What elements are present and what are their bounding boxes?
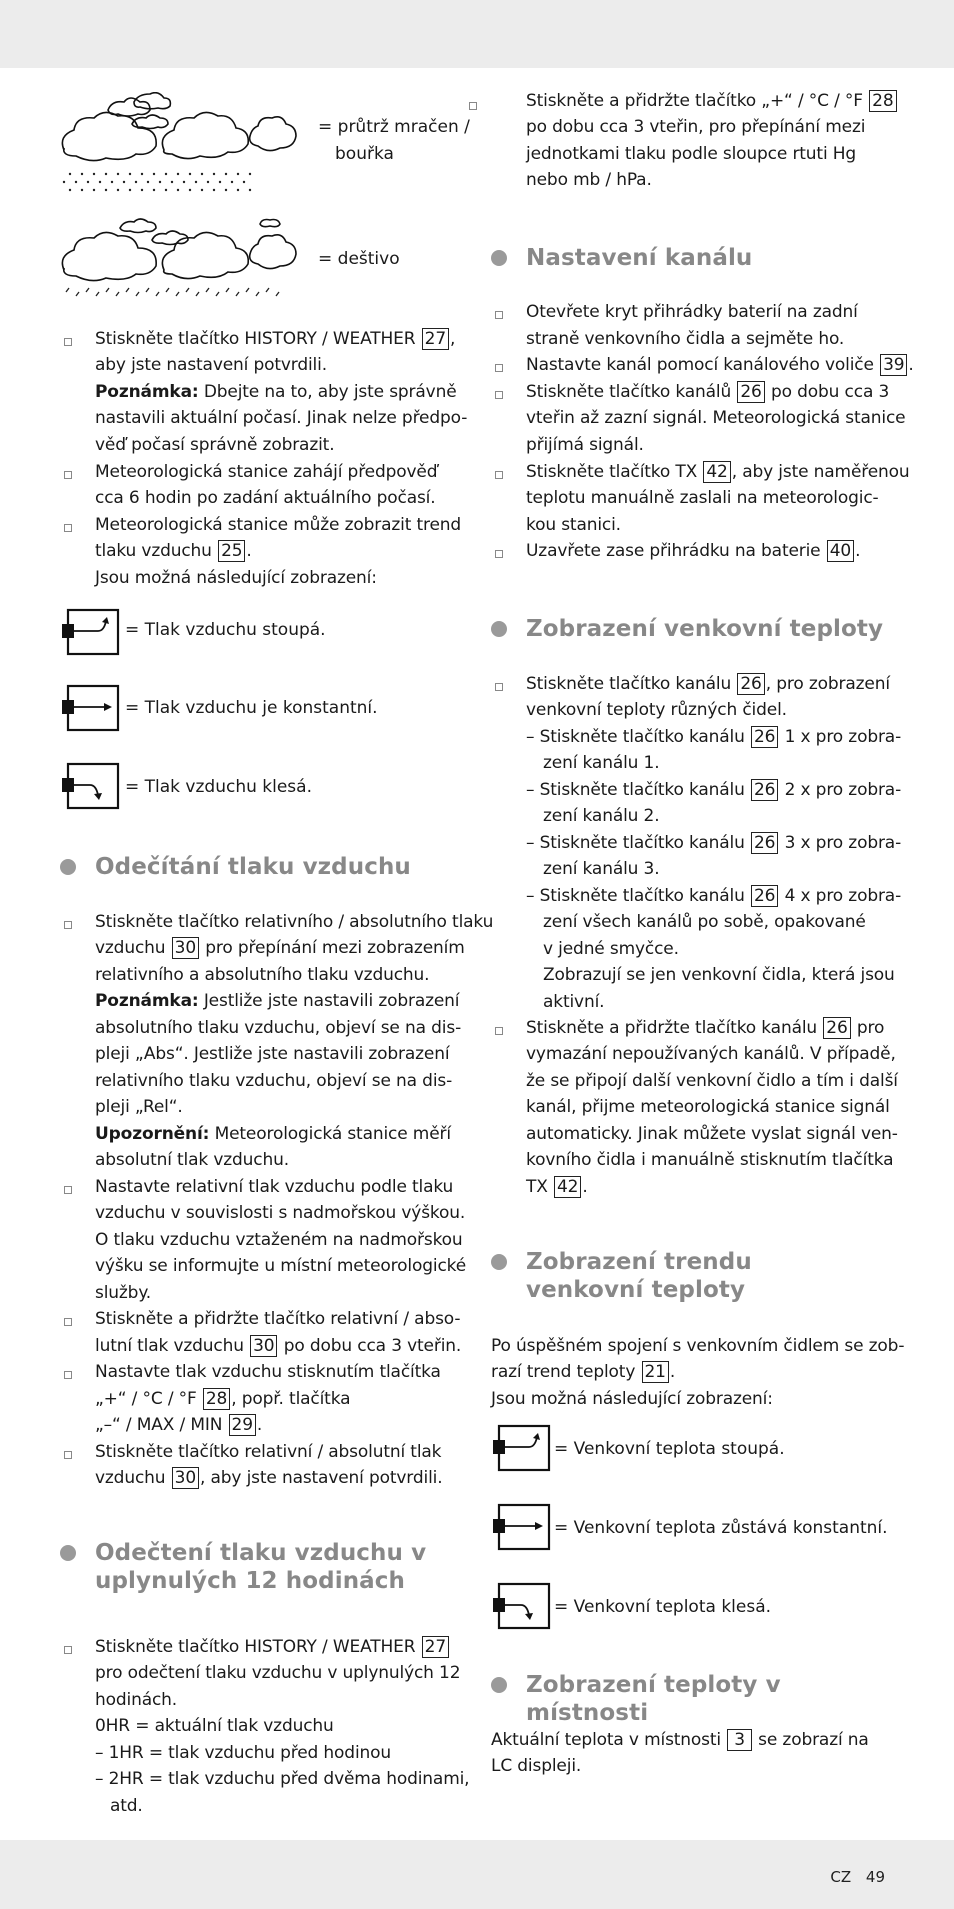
- text-span: Zobrazení trendu: [526, 1249, 752, 1275]
- section-heading-line2: uplynulých 12 hodinách: [95, 1568, 405, 1594]
- text-span: .: [246, 541, 252, 561]
- ref-box: 27: [422, 328, 449, 350]
- heading-bullet: [491, 621, 507, 637]
- text-span: , aby jste naměřenou: [731, 462, 910, 482]
- text-span: .: [669, 1362, 676, 1382]
- o3-line2: zení kanálu 2.: [543, 806, 660, 826]
- bullet-marker: [495, 471, 503, 479]
- o6-line5: automaticky. Jinak můžete vyslat signál ven-: [526, 1124, 898, 1144]
- text-span: , aby jste nastavení potvrdili.: [200, 1468, 443, 1488]
- h1-line7: atd.: [110, 1796, 143, 1816]
- r5-line2: [95, 1465, 442, 1492]
- ref-box: 42: [703, 461, 730, 483]
- o6-line1: [526, 1015, 884, 1042]
- r1-line3: relativního a absolutního tlaku vzduchu.: [95, 965, 430, 985]
- page-bottom-band: [0, 1840, 954, 1909]
- r1-line1: Stiskněte tlačítko relativního / absolutního tlaku: [95, 912, 494, 932]
- text-span: po dobu cca 3 vteřin.: [278, 1336, 462, 1356]
- r2-line1: Nastavte relativní tlak vzduchu podle tlaku: [95, 1177, 454, 1197]
- b1-line1: [95, 326, 455, 353]
- o6-line2: vymazání nepoužívaných kanálů. V případě,: [526, 1044, 896, 1064]
- c1-line1: Otevřete kryt přihrádky baterií na zadní: [526, 302, 858, 322]
- r2-line2: vzduchu v souvislosti s nadmořskou výškou.: [95, 1203, 466, 1223]
- r5-line1: Stiskněte tlačítko relativní / absolutní tlak: [95, 1442, 442, 1462]
- bold-label: Poznámka:: [95, 991, 199, 1011]
- text-span: .: [582, 1177, 588, 1197]
- section-heading: [526, 244, 752, 272]
- text-span: – Stiskněte tlačítko kanálu: [526, 886, 750, 906]
- text-span: Aktuální teplota v místnosti: [491, 1730, 727, 1750]
- c4-line3: kou stanici.: [526, 515, 621, 535]
- text-span: Uzavřete zase přihrádku na baterie: [526, 541, 826, 561]
- ref-box: 42: [554, 1176, 581, 1198]
- note2-line2: absolutního tlaku vzduchu, objeví se na dis-: [95, 1018, 462, 1038]
- section-heading: [95, 1539, 426, 1567]
- bullet-marker: [64, 1318, 72, 1326]
- o6-line7: [526, 1174, 588, 1201]
- storm-label: = průtrž mračen /: [318, 117, 470, 137]
- storm-label-2: bouřka: [335, 144, 394, 164]
- bullet-marker: [64, 1646, 72, 1654]
- note1-line1: [95, 379, 457, 406]
- bullet-marker: [64, 921, 72, 929]
- heading-bullet: [60, 859, 76, 875]
- ref-box: 26: [751, 885, 778, 907]
- text-span: „–“ / MAX / MIN: [95, 1415, 228, 1435]
- trend-up-icon: [491, 1424, 553, 1474]
- storm-clouds-icon: [60, 92, 300, 192]
- warn-line2: absolutní tlak vzduchu.: [95, 1150, 289, 1170]
- r4-line2: [95, 1386, 350, 1413]
- section-heading: [526, 615, 883, 643]
- rain-clouds-icon: [60, 218, 300, 302]
- text-span: Odečítání tlaku vzduchu: [95, 854, 411, 880]
- ref-box: 30: [172, 937, 199, 959]
- bullet-marker: [495, 364, 503, 372]
- trend-up-label: = Tlak vzduchu stoupá.: [125, 620, 326, 640]
- b2-line2: cca 6 hodin po zadání aktuálního počasí.: [95, 488, 436, 508]
- r2-line5: služby.: [95, 1283, 152, 1303]
- bullet-marker: [64, 471, 72, 479]
- c1-line2: straně venkovního čidla a sejměte ho.: [526, 329, 845, 349]
- ref-box: 26: [751, 726, 778, 748]
- heading-bullet: [60, 1545, 76, 1561]
- page-footer: [830, 1868, 885, 1886]
- r4-line1: Nastavte tlak vzduchu stisknutím tlačítka: [95, 1362, 441, 1382]
- text-span: Nastavte kanál pomocí kanálového voliče: [526, 355, 880, 375]
- r3-line2: [95, 1333, 461, 1360]
- text-span: , popř. tlačítka: [231, 1389, 351, 1409]
- bullet-marker: [495, 1027, 503, 1035]
- heading-bullet: [491, 1254, 507, 1270]
- text-span: Zobrazení teploty v místnosti: [526, 1672, 781, 1726]
- t1-line4: nebo mb / hPa.: [526, 170, 652, 190]
- heading-bullet: [491, 1677, 507, 1693]
- text-span: Stiskněte tlačítko kanálů: [526, 382, 737, 402]
- text-span: Jestliže jste nastavili zobrazení: [198, 991, 460, 1011]
- text-span: Stiskněte a přidržte tlačítko „+“ / °C / °F: [526, 91, 869, 111]
- text-span: lutní tlak vzduchu: [95, 1336, 250, 1356]
- ref-box: 29: [229, 1414, 256, 1436]
- note2-line4: relativního tlaku vzduchu, objeví se na dis-: [95, 1071, 453, 1091]
- o2-line1: [526, 724, 901, 751]
- bullet-marker: [64, 1451, 72, 1459]
- bullet-marker: [469, 102, 477, 110]
- b3-line2: [95, 538, 252, 565]
- text-span: 4 x pro zobra-: [779, 886, 902, 906]
- ref-box: 30: [250, 1335, 277, 1357]
- o5-line3: v jedné smyčce.: [543, 939, 679, 959]
- bullet-marker: [64, 1371, 72, 1379]
- text-span: Meteorologická stanice měří: [209, 1124, 451, 1144]
- note2-line5: pleji „Rel“.: [95, 1097, 183, 1117]
- text-span: 3 x pro zobra-: [779, 833, 902, 853]
- note2-line1: [95, 988, 459, 1015]
- page-top-band: [0, 0, 954, 68]
- bullet-marker: [495, 391, 503, 399]
- text-span: vzduchu: [95, 1468, 171, 1488]
- footer-lang: CZ: [830, 1868, 852, 1886]
- trend-constant-icon: [491, 1503, 553, 1553]
- text-span: po dobu cca 3: [765, 382, 890, 402]
- ref-box: 26: [751, 779, 778, 801]
- text-span: Stiskněte tlačítko HISTORY / WEATHER: [95, 1637, 421, 1657]
- ref-box: 25: [218, 540, 245, 562]
- section-heading: [95, 853, 411, 881]
- o1-line2: venkovní teploty různých čidel.: [526, 700, 787, 720]
- bullet-marker: [495, 550, 503, 558]
- ref-box: 28: [203, 1388, 230, 1410]
- o6-line3: že se připojí další venkovní čidlo a tím i další: [526, 1071, 898, 1091]
- bullet-marker: [495, 311, 503, 319]
- h1-line2: pro odečtení tlaku vzduchu v uplynulých 12: [95, 1663, 461, 1683]
- trend-down-label: = Tlak vzduchu klesá.: [125, 777, 312, 797]
- heading-bullet: [491, 250, 507, 266]
- ref-box: 26: [751, 832, 778, 854]
- o5-line5: aktivní.: [543, 992, 605, 1012]
- ref-box: 30: [172, 1467, 199, 1489]
- h1-line4: 0HR = aktuální tlak vzduchu: [95, 1716, 334, 1736]
- o6-line6: kovního čidla i manuálně stisknutím tlačítka: [526, 1150, 894, 1170]
- ref-box: 21: [642, 1361, 669, 1383]
- bold-label: Upozornění:: [95, 1124, 210, 1144]
- ref-box: 40: [827, 540, 854, 562]
- warn-line1: [95, 1121, 451, 1148]
- text-span: ,: [450, 329, 456, 349]
- text-span: se zobrazí na: [752, 1730, 869, 1750]
- c3-line3: přijímá signál.: [526, 435, 644, 455]
- c3-line2: vteřin až zazní signál. Meteorologická stanice: [526, 408, 906, 428]
- text-span: Dbejte na to, aby jste správně: [198, 382, 457, 402]
- rain-label: = deštivo: [318, 249, 400, 269]
- text-span: pro: [851, 1018, 885, 1038]
- bullet-marker: [64, 524, 72, 532]
- c5-line1: [526, 538, 860, 565]
- trend-constant-icon: [60, 684, 122, 734]
- c4-line1: [526, 459, 910, 486]
- o6-line4: kanál, přijme meteorologická stanice signál: [526, 1097, 890, 1117]
- h1-line5: – 1HR = tlak vzduchu před hodinou: [95, 1743, 392, 1763]
- r3-line1: Stiskněte a přidržte tlačítko relativní / abso-: [95, 1309, 461, 1329]
- text-span: Stiskněte tlačítko HISTORY / WEATHER: [95, 329, 421, 349]
- text-span: vzduchu: [95, 938, 171, 958]
- text-span: pro přepínání mezi zobrazením: [200, 938, 465, 958]
- note1-line3: věď počasí správně zobrazit.: [95, 435, 335, 455]
- b2-line1: Meteorologická stanice zahájí předpověď: [95, 462, 438, 482]
- in-line1: [491, 1727, 869, 1754]
- section-heading: [526, 1248, 752, 1276]
- note2-line3: pleji „Abs“. Jestliže jste nastavili zobrazení: [95, 1044, 450, 1064]
- trend-down-label: = Venkovní teplota klesá.: [554, 1597, 772, 1617]
- ref-box: 28: [869, 90, 896, 112]
- text-span: .: [256, 1415, 263, 1435]
- ref-box: 3: [727, 1729, 752, 1751]
- text-span: .: [908, 355, 914, 375]
- ref-box: 26: [737, 381, 764, 403]
- ref-box: 27: [422, 1636, 449, 1658]
- h1-line3: hodinách.: [95, 1690, 178, 1710]
- r2-line4: výšku se informujte u místní meteorologické: [95, 1256, 467, 1276]
- o5-line4: Zobrazují se jen venkovní čidla, která jsou: [543, 965, 895, 985]
- text-span: razí trend teploty: [491, 1362, 641, 1382]
- section-heading: [526, 1671, 891, 1727]
- c4-line2: teplotu manuálně zaslali na meteorologic-: [526, 488, 879, 508]
- bullet-marker: [64, 1186, 72, 1194]
- text-span: Stiskněte tlačítko TX: [526, 462, 703, 482]
- ref-box: 26: [823, 1017, 850, 1039]
- bold-label: Poznámka:: [95, 382, 199, 402]
- text-span: Nastavení kanálu: [526, 245, 753, 271]
- tr-line1: Po úspěšném spojení s venkovním čidlem se zob-: [491, 1336, 905, 1356]
- text-span: „+“ / °C / °F: [95, 1389, 202, 1409]
- tr-line2: [491, 1359, 675, 1386]
- h1-line6: – 2HR = tlak vzduchu před dvěma hodinami,: [95, 1769, 470, 1789]
- ref-box: 26: [737, 673, 764, 695]
- text-span: 1 x pro zobra-: [779, 727, 902, 747]
- text-span: Zobrazení venkovní teploty: [526, 616, 884, 642]
- c3-line1: [526, 379, 889, 406]
- o5-line1: [526, 883, 901, 910]
- text-span: TX: [526, 1177, 553, 1197]
- page-number: 49: [865, 1868, 885, 1886]
- trend-down-icon: [60, 762, 122, 812]
- tr-line3: Jsou možná následující zobrazení:: [491, 1389, 773, 1409]
- text-span: tlaku vzduchu: [95, 541, 218, 561]
- r1-line2: [95, 935, 465, 962]
- o4-line1: [526, 830, 901, 857]
- text-span: .: [855, 541, 861, 561]
- o5-line2: zení všech kanálů po sobě, opakované: [543, 912, 866, 932]
- text-span: Stiskněte a přidržte tlačítko kanálu: [526, 1018, 823, 1038]
- t1-line2: po dobu cca 3 vteřin, pro přepínání mezi: [526, 117, 866, 137]
- o3-line1: [526, 777, 901, 804]
- t1-line3: jednotkami tlaku podle sloupce rtuti Hg: [526, 144, 857, 164]
- bullet-marker: [495, 683, 503, 691]
- in-line2: LC displeji.: [491, 1756, 582, 1776]
- b1-line2: aby jste nastavení potvrdili.: [95, 355, 327, 375]
- text-span: – Stiskněte tlačítko kanálu: [526, 780, 750, 800]
- o4-line2: zení kanálu 3.: [543, 859, 660, 879]
- text-span: 2 x pro zobra-: [779, 780, 902, 800]
- t1-line1: [526, 88, 898, 115]
- trend-constant-label: = Tlak vzduchu je konstantní.: [125, 698, 378, 718]
- c2-line1: [526, 352, 914, 379]
- trend-down-icon: [491, 1582, 553, 1632]
- bullet-marker: [64, 338, 72, 346]
- text-span: – Stiskněte tlačítko kanálu: [526, 727, 750, 747]
- b3-line3: Jsou možná následující zobrazení:: [95, 568, 377, 588]
- text-span: – Stiskněte tlačítko kanálu: [526, 833, 750, 853]
- o2-line2: zení kanálu 1.: [543, 753, 660, 773]
- h1-line1: [95, 1634, 450, 1661]
- o1-line1: [526, 671, 890, 698]
- b3-line1: Meteorologická stanice může zobrazit trend: [95, 515, 462, 535]
- text-span: Stiskněte tlačítko kanálu: [526, 674, 737, 694]
- ref-box: 39: [880, 354, 907, 376]
- text-span: Odečtení tlaku vzduchu v: [95, 1540, 427, 1566]
- trend-up-icon: [60, 608, 122, 658]
- r4-line3: [95, 1412, 262, 1439]
- trend-up-label: = Venkovní teplota stoupá.: [554, 1439, 785, 1459]
- trend-constant-label: = Venkovní teplota zůstává konstantní.: [554, 1518, 888, 1538]
- r2-line3: O tlaku vzduchu vztaženém na nadmořskou: [95, 1230, 463, 1250]
- note1-line2: nastavili aktuální počasí. Jinak nelze předpo-: [95, 408, 468, 428]
- section-heading-line2: venkovní teploty: [526, 1277, 746, 1303]
- text-span: , pro zobrazení: [765, 674, 890, 694]
